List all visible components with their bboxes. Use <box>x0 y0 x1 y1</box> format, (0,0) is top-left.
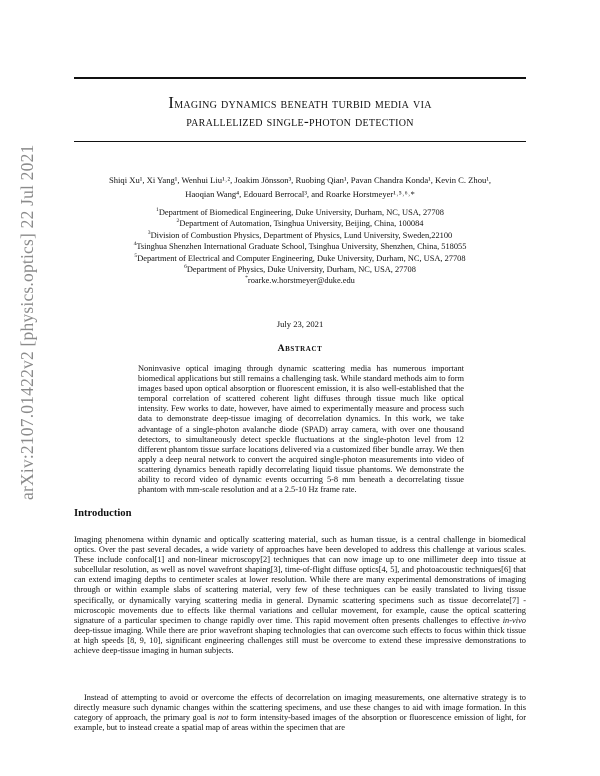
affiliation-item: $^1$Department of Biomedical Engineering, Duke University, Durham, NC, USA, 27708 <box>156 207 444 217</box>
title-rule-bottom <box>74 141 526 142</box>
intro-paragraph-1: Imaging phenomena within dynamic and optically scattering material, such as human tissue, is a central challenge in biomedical optics. Over the past several decades, a wide variety of approaches have been developed to address this challenge at various scales. These include confocal[1] and non-linear microscopy[2] techniques that can now image up to one millimeter deep into tissue at subcellular resolution, as well as novel wavefront shaping[3], time-of-flight diffuse optics[4, 5], and photoacoustic techniques[6] that can extend imaging depths to centimeter scales at lower resolution. While there are many experimental demonstrations of imaging through or within example slabs of scattering material, very few of these techniques can be easily translated to living tissue specifically, or dynamically varying scattering media in general. Dynamic scattering specimens such as tissue decorrelate[7] - microscopic movements due to effects like thermal variations and cellular movement, for example, cause the optical scattering signature of a particular specimen to change rapidly over time. This rapid movement often presents challenges to effective in-vivo deep-tissue imaging. While there are prior wavefront shaping technologies that can overcome such effects to focus within thick tissue at high speeds [8, 9, 10], significant engineering challenges still must be overcome to extend these impressive demonstrations to achieve deep-tissue imaging in human subjects. <box>74 535 526 656</box>
abstract-text: Noninvasive optical imaging through dynamic scattering media has numerous important biomedical applications but still remains a challenging task. While standard methods aim to form images based upon optical absorption or fluorescent emission, it is also well-established that the temporal correlation of scattered coherent light diffuses through tissue much like optical intensity. Few works to date, however, have aimed to experimentally measure and process such data to demonstrate deep-tissue imaging of decorrelation dynamics. In this work, we take advantage of a single-photon avalanche diode (SPAD) array camera, with over one thousand detectors, to simultaneously detect speckle fluctuations at the single-photon level from 12 different phantom tissue surface locations delivered via a customized fiber bundle array. We then apply a deep neural network to convert the acquired single-photon measurements into video of scattering dynamics beneath rapidly decorrelating liquid tissue phantoms. We demonstrate the ability to record video of dynamic events occurring 5-8 mm beneath a decorrelating tissue phantom with mm-scale resolution and at a 2.5-10 Hz frame rate. <box>138 364 464 495</box>
affiliation-item: $^3$Division of Combustion Physics, Department of Physics, Lund University, Sweden,22100 <box>147 230 453 240</box>
title-rule-top <box>74 77 526 79</box>
title-drop-cap: I <box>168 93 175 112</box>
affiliation-item: $^5$Department of Electrical and Computer Engineering, Duke University, Durham, NC, USA, 27708 <box>134 252 466 263</box>
affiliation-item: $^4$Tsinghua Shenzhen International Graduate School, Tsinghua University, Shenzhen, China, 518055 <box>133 241 467 252</box>
section-heading-introduction: Introduction <box>74 508 132 519</box>
author-line-2: Haoqian Wang⁴, Edouard Berrocal³, and Roarke Horstmeyer¹˒⁵˒⁶˒* <box>185 189 415 199</box>
title-line-1: maging dynamics beneath turbid media via <box>174 96 432 112</box>
corresponding-email[interactable]: *roarke.w.horstmeyer@duke.edu <box>245 275 355 286</box>
affiliation-item: $^6$Department of Physics, Duke University, Durham, NC, USA, 27708 <box>184 264 416 275</box>
author-line-1: Shiqi Xu¹, Xi Yang¹, Wenhui Liu¹˒², Joakim Jönsson³, Ruobing Qian¹, Pavan Chandra Konda¹, Kevin C. Zhou¹, <box>108 175 492 185</box>
title-line-2: parallelized single-photon detection <box>186 114 414 130</box>
paper-title <box>74 94 526 131</box>
arxiv-side-identifier: arXiv:2107.01422v2 [physics.optics] 22 Jul 2021 <box>17 144 37 500</box>
affiliation-list <box>74 207 526 287</box>
publication-date: July 23, 2021 <box>276 319 324 329</box>
abstract-heading: Abstract <box>277 343 323 354</box>
author-list <box>74 173 526 201</box>
intro-paragraph-2: Instead of attempting to avoid or overcome the effects of decorrelation on imaging measurements, one alternative strategy is to directly measure such dynamic changes within the scattering specimens, and use these changes to aid with image formation. In this category of approach, the primary goal is not to form intensity-based images of the absorption or fluorescence emission of light, for example, but to instead create a spatial map of areas within the specimen that are <box>74 693 526 733</box>
affiliation-item: $^2$Department of Automation, Tsinghua University, Beijing, China, 100084 <box>176 218 424 229</box>
